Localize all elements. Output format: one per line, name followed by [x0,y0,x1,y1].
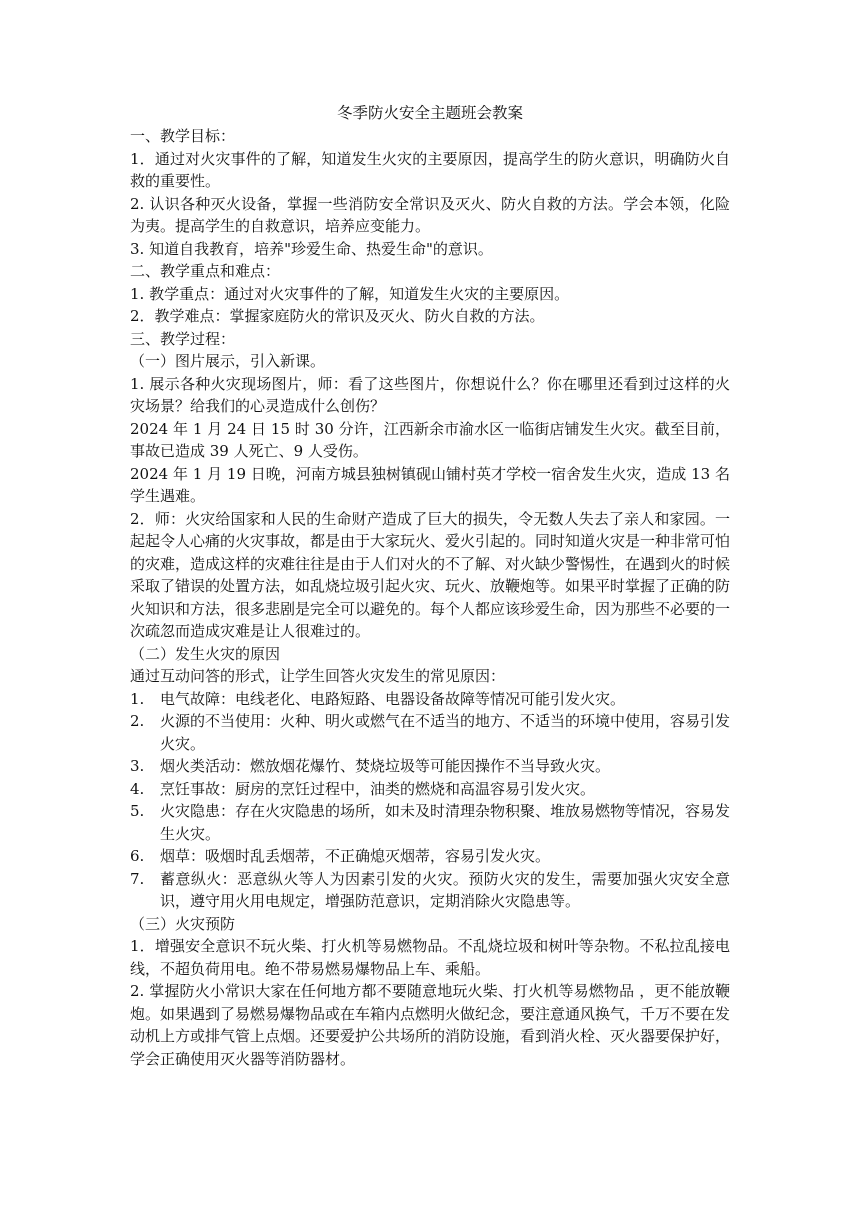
list-item [130,800,730,845]
key-point-paragraph: 2．教学难点：掌握家庭防火的常识及灭火、防火自救的方法。 [130,307,545,325]
list-item [130,868,730,913]
list-item-text: 烟草：吸烟时乱丢烟蒂，不正确熄灭烟蒂，容易引发火灾。 [160,847,551,865]
list-item-text: 火源的不当使用：火种、明火或燃气在不适当的地方、不适当的环境中使用，容易引发火灾。 [160,712,731,753]
list-item-text: 烟火类活动：燃放烟花爆竹、焚烧垃圾等可能因操作不当导致火灾。 [160,757,611,775]
list-item-text: 蓄意纵火：恶意纵火等人为因素引发的火灾。预防火灾的发生，需要加强火灾安全意识，遵守用火用电规定，增强防范意识，定期消除火灾隐患等。 [160,869,730,910]
goal-paragraph: 1．通过对火灾事件的了解，知道发生火灾的主要原因，提高学生的防火意识，明确防火自救的重要性。 [130,149,730,190]
part3-paragraph: 1．增强安全意识不玩火柴、打火机等易燃物品。不乱烧垃圾和树叶等杂物。不私拉乱接电线，不超负荷用电。绝不带易燃易爆物品上车、乘船。 [130,937,730,978]
list-item-number: 1. [130,689,145,708]
key-points-heading: 二、教学重点和难点： [130,262,281,280]
goal-paragraph: 2. 认识各种灭火设备，掌握一些消防安全常识及灭火、防火自救的方法。学会本领，化险为夷。提高学生的自救意识，培养应变能力。 [130,194,730,235]
process-heading: 三、教学过程： [130,329,236,348]
list-item-number: 6. [130,847,145,865]
key-point-paragraph: 1. 教学重点：通过对火灾事件的了解，知道发生火灾的主要原因。 [130,284,570,303]
list-item [130,755,730,778]
list-item-number: 4. [130,779,145,798]
goals-heading: 一、教学目标： [130,127,236,145]
part1-paragraph: 2024 年 1 月 24 日 15 时 30 分许，江西新余市渝水区一临街店铺发生火灾。截至目前，事故已造成 39 人死亡、9 人受伤。 [130,419,730,460]
fire-causes-list [130,688,730,913]
list-item-text: 烹饪事故：厨房的烹饪过程中，油类的燃烧和高温容易引发火灾。 [160,779,596,798]
list-item-number: 2. [130,712,145,730]
part3-paragraph: 2. 掌握防火小常识大家在任何地方都不要随意地玩火柴、打火机等易燃物品 ，更不能放鞭炮。如果遇到了易燃易爆物品或在车箱内点燃明火做纪念，要注意通风换气，千万不要在发动机上方或排气管上点烟。还要爱护公共场所的消防设施，看到消火栓、灭火器要保护好，学会正确使用灭火器等消防器材。 [130,982,731,1068]
list-item-number: 5. [130,802,145,820]
part3-heading: （三）火灾预防 [130,914,236,933]
list-item [130,845,730,868]
list-item-number: 3. [130,757,145,775]
goal-paragraph: 3. 知道自我教育，培养"珍爱生命、热爱生命"的意识。 [130,239,493,258]
list-item [130,778,730,801]
part2-heading: （二）发生火灾的原因 [130,644,281,663]
document-title: 冬季防火安全主题班会教案 [336,104,523,122]
part2-intro: 通过互动问答的形式，让学生回答火灾发生的常见原因： [130,667,506,685]
part1-heading: （一）图片展示，引入新课。 [130,352,326,370]
list-item [130,688,730,711]
part1-paragraph: 1. 展示各种火灾现场图片，师：看了这些图片，你想说什么？你在哪里还看到过这样的火灾场景？给我们的心灵造成什么创伤？ [130,374,730,415]
list-item-text: 电气故障：电线老化、电路短路、电器设备故障等情况可能引发火灾。 [160,689,626,708]
list-item-number: 7. [130,869,145,888]
list-item [130,710,730,755]
list-item-text: 火灾隐患：存在火灾隐患的场所，如未及时清理杂物积聚、堆放易燃物等情况，容易发生火灾。 [160,802,731,843]
part1-paragraph: 2024 年 1 月 19 日晚，河南方城县独树镇砚山铺村英才学校一宿舍发生火灾，造成 13 名学生遇难。 [130,464,730,505]
part1-paragraph: 2．师：火灾给国家和人民的生命财产造成了巨大的损失，令无数人失去了亲人和家园。一起起令人心痛的火灾事故，都是由于大家玩火、爱火引起的。同时知道火灾是一种非常可怕的灾难，造成这样的灾难往往是由于人们对火的不了解、对火缺少警惕性，在遇到火的时候采取了错误的处置方法，如乱烧垃圾引起火灾、玩火、放鞭炮等。如果平时掌握了正确的防火知识和方法，很多悲剧是完全可以避免的。每个人都应该珍爱生命，因为那些不必要的一次疏忽而造成灾难是让人很难过的。 [130,509,731,640]
document-page [130,102,730,1070]
